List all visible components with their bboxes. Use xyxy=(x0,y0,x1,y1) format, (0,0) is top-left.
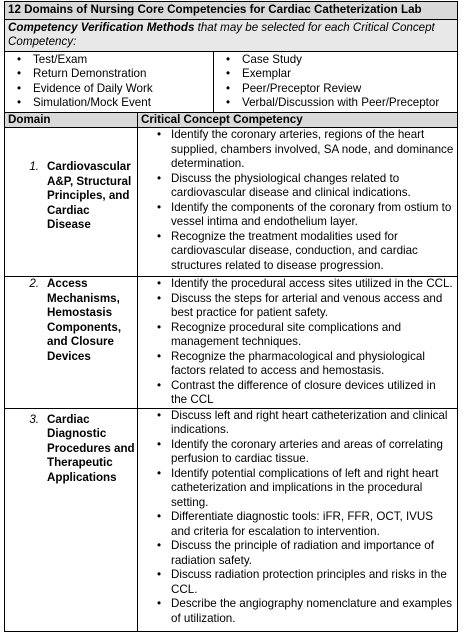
method-item: • Peer/Preceptor Review xyxy=(214,82,454,97)
methods-right-list xyxy=(214,53,454,111)
competency-item: • Recognize the pharmacological and physiological factors related to access and hemostasis. xyxy=(141,350,454,379)
competency-item: • Discuss the steps for arterial and venous access and best practice for patient safety. xyxy=(141,292,454,321)
methods-heading-row xyxy=(5,19,458,51)
methods-heading-bold: Competency Verification Methods xyxy=(8,20,195,34)
method-item: • Case Study xyxy=(214,53,454,68)
competency-cell xyxy=(138,408,458,631)
domain-column-header: Domain xyxy=(5,112,138,128)
domain-number: 3 . xyxy=(5,413,47,486)
competency-table xyxy=(4,1,458,632)
methods-heading xyxy=(5,19,458,51)
competency-item: • Contrast the difference of closure devices utilized in the CCL xyxy=(141,379,454,408)
method-item: • Simulation/Mock Event xyxy=(5,96,210,111)
domain-label xyxy=(5,409,135,486)
domain-cell xyxy=(5,128,138,277)
method-item: • Verbal/Discussion with Peer/Preceptor xyxy=(214,96,454,111)
methods-left-cell xyxy=(5,51,214,112)
competency-item: • Discuss the physiological changes related to cardiovascular disease and clinical indications. xyxy=(141,172,454,201)
competency-list xyxy=(141,409,454,627)
domain-row xyxy=(5,277,458,409)
competency-item: • Describe the angiography nomenclature and examples of utilization. xyxy=(141,597,454,626)
method-item: • Test/Exam xyxy=(5,53,210,68)
competency-column-header: Critical Concept Competency xyxy=(138,112,458,128)
competency-item: • Discuss the principle of radiation and importance of radiation safety. xyxy=(141,539,454,568)
column-header-row xyxy=(5,112,458,128)
domain-cell xyxy=(5,408,138,631)
domain-row xyxy=(5,408,458,631)
domain-label xyxy=(5,277,135,364)
competency-item: • Recognize procedural site complications and management techniques. xyxy=(141,321,454,350)
competency-item: • Identify the coronary arteries, regions of the heart supplied, chambers involved, SA node, and dominance determination. xyxy=(141,128,454,172)
title-row xyxy=(5,2,458,20)
competency-item: • Identify potential complications of left and right heart catheterization and implications in the procedural setting. xyxy=(141,467,454,511)
competency-item: • Recognize the treatment modalities used for cardiovascular disease, conduction, and cardiac structures related to disease progression. xyxy=(141,230,454,274)
methods-right-cell xyxy=(214,51,458,112)
competency-cell xyxy=(138,128,458,277)
domain-cell xyxy=(5,277,138,409)
competency-list xyxy=(141,277,454,408)
competency-item: • Identify the coronary arteries and areas of correlating perfusion to cardiac tissue. xyxy=(141,438,454,467)
competency-item: • Identify the components of the coronary from ostium to vessel intima and endothelium layer. xyxy=(141,201,454,230)
domain-name: Access Mechanisms, Hemostasis Components, and Closure Devices xyxy=(47,277,122,363)
competency-list xyxy=(141,128,454,273)
domain-row xyxy=(5,128,458,277)
method-item: • Evidence of Daily Work xyxy=(5,82,210,97)
methods-heading-rest: that may be selected for each Critical Concept Competency: xyxy=(8,20,435,48)
domain-name: Cardiovascular A&P, Structural Principles, and Cardiac Disease xyxy=(47,160,132,231)
document-title: 12 Domains of Nursing Core Competencies for Cardiac Catheterization Lab xyxy=(5,2,458,20)
competency-item: • Identify the procedural access sites utilized in the CCL. xyxy=(141,277,454,292)
competency-cell xyxy=(138,277,458,409)
domain-number: 1 . xyxy=(5,160,47,233)
competency-item: • Differentiate diagnostic tools: iFR, FFR, OCT, IVUS and criteria for escalation to intervention. xyxy=(141,510,454,539)
method-item: • Exemplar xyxy=(214,67,454,82)
domain-label xyxy=(5,128,135,233)
method-item: • Return Demonstration xyxy=(5,67,210,82)
methods-list-row xyxy=(5,51,458,112)
competency-item: • Discuss radiation protection principles and risks in the CCL. xyxy=(141,568,454,597)
domain-number: 2 . xyxy=(5,277,47,364)
competency-item: • Discuss left and right heart catheterization and clinical indications. xyxy=(141,409,454,438)
domain-name: Cardiac Diagnostic Procedures and Therapeutic Applications xyxy=(47,412,135,484)
methods-left-list xyxy=(5,53,210,111)
competency-document xyxy=(4,1,457,632)
